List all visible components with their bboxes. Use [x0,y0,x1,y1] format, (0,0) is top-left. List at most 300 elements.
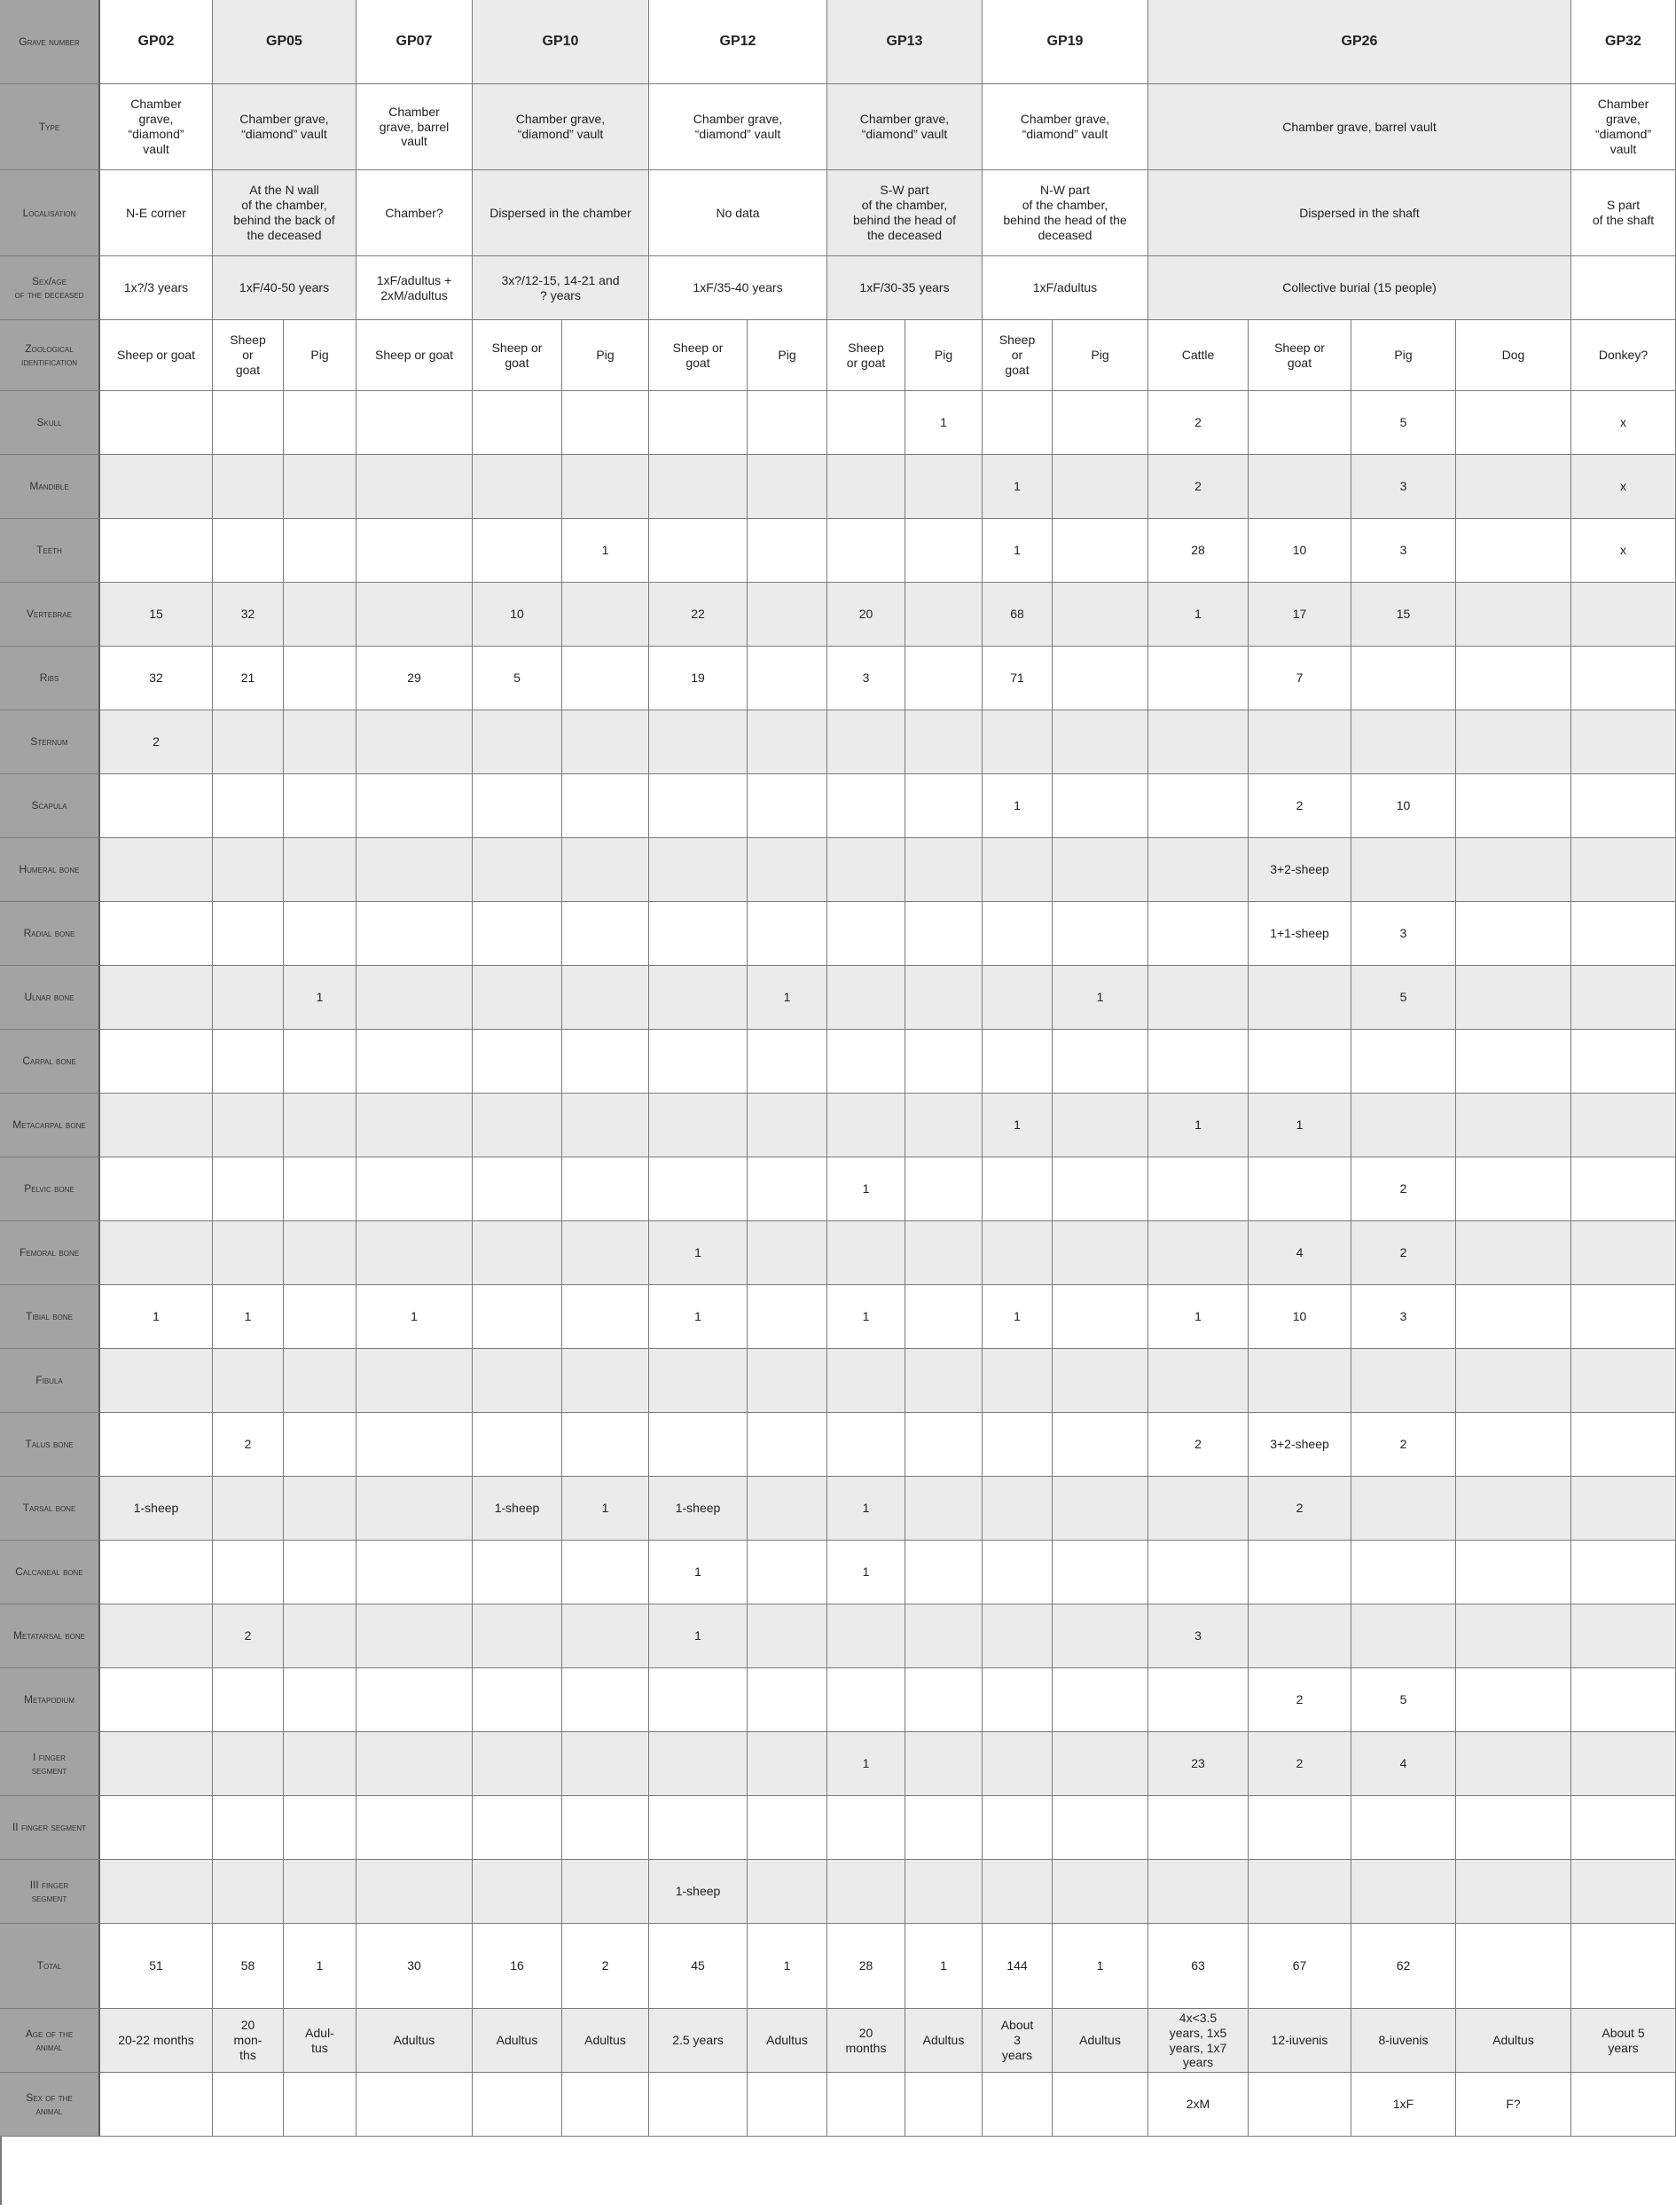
table-cell [748,1349,827,1413]
row-label-sex-age-of-the-deceased: Sex/age of the deceased [0,256,100,320]
table-cell [905,1349,983,1413]
table-cell [649,1349,748,1413]
table-cell: x [1571,391,1676,455]
table-cell [562,710,649,774]
table-cell: 20-22 months [100,2009,213,2073]
table-cell: 28 [1148,519,1249,583]
table-cell [100,838,213,902]
table-cell [356,2073,473,2137]
table-cell [1148,1860,1249,1924]
sex-age-cell: 1xF/adultus [983,256,1148,320]
row-label-vertebrae: Vertebrae [0,583,100,647]
table-cell [562,583,649,647]
table-cell: 1xF [1351,2073,1456,2137]
table-cell [356,1477,473,1541]
table-cell [748,647,827,710]
row-label-type: Type [0,84,100,170]
table-cell: 1 [1249,1094,1351,1157]
table-cell [284,1668,356,1732]
table-cell: Adul- tus [284,2009,356,2073]
table-cell [649,1030,748,1094]
table-cell [213,1541,284,1604]
table-cell [1456,1349,1571,1413]
table-cell [356,1668,473,1732]
table-cell [213,1157,284,1221]
table-cell: 30 [356,1924,473,2009]
table-cell [748,1094,827,1157]
table-cell [1053,1221,1148,1285]
table-cell: 10 [473,583,562,647]
table-cell [1456,519,1571,583]
table-cell [649,455,748,519]
table-cell [473,838,562,902]
table-cell [1456,1668,1571,1732]
species-header-cell: Sheep or goat [213,320,284,391]
table-cell [356,519,473,583]
table-cell [748,519,827,583]
table-cell [1053,1668,1148,1732]
table-cell: 3 [1351,902,1456,966]
table-cell [1148,902,1249,966]
table-cell: F? [1456,2073,1571,2137]
table-cell: 1 [562,1477,649,1541]
table-cell: 5 [1351,966,1456,1030]
table-cell [284,774,356,838]
table-cell [562,391,649,455]
table-cell [213,902,284,966]
table-cell: 10 [1351,774,1456,838]
table-cell [284,838,356,902]
table-cell: 1 [284,966,356,1030]
table-cell [213,1094,284,1157]
table-cell [905,966,983,1030]
table-cell [1148,838,1249,902]
table-cell [356,1157,473,1221]
table-cell: 2xM [1148,2073,1249,2137]
table-cell [983,1349,1053,1413]
table-cell [1249,710,1351,774]
row-label-tarsal-bone: Tarsal bone [0,1477,100,1541]
table-cell: 2 [1148,455,1249,519]
grave-number-cell: GP13 [827,0,983,84]
row-label-fibula: Fibula [0,1349,100,1413]
table-cell: 2 [1249,774,1351,838]
localisation-cell: No data [649,170,827,256]
table-cell [748,902,827,966]
table-cell [562,1668,649,1732]
table-cell: 5 [473,647,562,710]
table-cell [748,1541,827,1604]
table-cell [748,1477,827,1541]
table-cell: 1 [1053,1924,1148,2009]
grave-number-cell: GP05 [213,0,356,84]
table-cell: 2 [1249,1732,1351,1796]
row-label-tibial-bone: Tibial bone [0,1285,100,1349]
table-cell: 1 [649,1285,748,1349]
table-cell: 1 [1053,966,1148,1030]
table-cell [562,1413,649,1477]
table-cell [1053,583,1148,647]
table-cell: Adultus [562,2009,649,2073]
table-cell: 20 [827,583,905,647]
table-cell [649,966,748,1030]
table-cell [1571,966,1676,1030]
table-cell [1249,1604,1351,1668]
table-cell [213,1668,284,1732]
table-cell [983,1157,1053,1221]
table-cell: 2.5 years [649,2009,748,2073]
table-cell [748,1732,827,1796]
table-cell: 1-sheep [100,1477,213,1541]
table-cell [1249,455,1351,519]
table-cell: 22 [649,583,748,647]
table-cell [983,1604,1053,1668]
table-cell [1456,1285,1571,1349]
table-cell [827,1604,905,1668]
table-cell: 1 [1148,1285,1249,1349]
table-cell [284,1349,356,1413]
row-label-ulnar-bone: Ulnar bone [0,966,100,1030]
table-cell: 1 [1148,583,1249,647]
table-cell [1456,838,1571,902]
table-cell [356,1604,473,1668]
table-cell [748,1221,827,1285]
table-cell: 1 [983,455,1053,519]
table-cell: 2 [1351,1157,1456,1221]
table-cell: 58 [213,1924,284,2009]
table-cell [1571,1732,1676,1796]
table-cell [473,710,562,774]
table-cell [284,647,356,710]
table-cell: 15 [1351,583,1456,647]
table-cell [1148,1796,1249,1860]
table-cell [213,391,284,455]
table-cell: 3 [827,647,905,710]
row-label-metacarpal-bone: Metacarpal bone [0,1094,100,1157]
table-cell [748,838,827,902]
table-cell [1456,1604,1571,1668]
table-cell [100,1796,213,1860]
table-cell [100,1094,213,1157]
table-cell [649,391,748,455]
sex-age-cell: 1x?/3 years [100,256,213,320]
table-cell [748,774,827,838]
table-cell [1351,1796,1456,1860]
table-cell [649,1157,748,1221]
table-cell [1571,710,1676,774]
table-cell: 1 [1148,1094,1249,1157]
table-cell: Adultus [356,2009,473,2073]
table-cell [1148,710,1249,774]
table-cell [649,774,748,838]
table-cell [284,1860,356,1924]
table-cell: Adultus [905,2009,983,2073]
table-cell [827,966,905,1030]
table-cell [649,902,748,966]
table-cell [562,1349,649,1413]
table-cell [1053,1030,1148,1094]
table-cell [1148,1668,1249,1732]
row-label-grave-number: Grave number [0,0,100,84]
table-cell [473,1732,562,1796]
type-cell: Chamber grave, “diamond” vault [983,84,1148,170]
table-cell [649,1413,748,1477]
table-cell [284,519,356,583]
table-cell [100,966,213,1030]
table-cell [748,583,827,647]
table-cell: 16 [473,1924,562,2009]
table-cell [284,1796,356,1860]
table-cell [100,774,213,838]
sex-age-cell: 3x?/12-15, 14-21 and ? years [473,256,649,320]
table-cell [1249,1157,1351,1221]
table-cell [1148,647,1249,710]
table-cell [1571,1668,1676,1732]
sex-age-cell: 1xF/30-35 years [827,256,983,320]
table-cell: 8-iuvenis [1351,2009,1456,2073]
table-cell [1249,1860,1351,1924]
table-cell [562,1030,649,1094]
table-cell [983,1030,1053,1094]
type-cell: Chamber grave, “diamond” vault [649,84,827,170]
table-cell [284,1030,356,1094]
table-cell: 7 [1249,647,1351,710]
table-cell [1351,1604,1456,1668]
table-cell: 1 [983,1094,1053,1157]
table-cell [473,2073,562,2137]
table-cell [1148,1030,1249,1094]
table-cell [1249,1541,1351,1604]
table-cell [1571,1924,1676,2009]
table-cell: 32 [213,583,284,647]
table-cell [562,1221,649,1285]
species-header-cell: Sheep or goat [473,320,562,391]
table-cell [983,1732,1053,1796]
table-cell [905,1030,983,1094]
table-cell [1053,1285,1148,1349]
table-cell: 1-sheep [649,1860,748,1924]
table-cell [905,1477,983,1541]
table-cell [562,838,649,902]
table-cell [213,1732,284,1796]
table-cell [905,1157,983,1221]
table-cell [983,1413,1053,1477]
table-cell: x [1571,455,1676,519]
table-cell [827,1349,905,1413]
table-cell [1351,1030,1456,1094]
table-cell [1351,1477,1456,1541]
table-cell [213,2073,284,2137]
table-cell: 29 [356,647,473,710]
sex-age-cell: 1xF/40-50 years [213,256,356,320]
table-cell [473,774,562,838]
sex-age-cell: Collective burial (15 people) [1148,256,1571,320]
table-cell: 2 [562,1924,649,2009]
table-cell [1456,1732,1571,1796]
table-cell: About 3 years [983,2009,1053,2073]
table-cell [1053,838,1148,902]
table-cell [562,774,649,838]
table-cell [827,391,905,455]
table-cell: 5 [1351,1668,1456,1732]
table-cell [356,1413,473,1477]
table-cell [1249,1796,1351,1860]
table-cell: 3+2-sheep [1249,838,1351,902]
table-cell [1571,902,1676,966]
table-cell [1053,774,1148,838]
table-cell [213,1030,284,1094]
table-cell [562,455,649,519]
table-cell [748,1860,827,1924]
table-cell [1571,1349,1676,1413]
table-cell [827,838,905,902]
table-cell [562,1732,649,1796]
species-header-cell: Pig [562,320,649,391]
table-cell [356,583,473,647]
table-cell [284,1221,356,1285]
table-cell [356,710,473,774]
table-cell: 1 [827,1732,905,1796]
species-header-cell: Donkey? [1571,320,1676,391]
table-cell [1456,1477,1571,1541]
table-cell [1456,583,1571,647]
sex-age-cell: 1xF/adultus + 2xM/adultus [356,256,473,320]
table-cell [1571,1541,1676,1604]
species-header-cell: Sheep or goat [649,320,748,391]
table-cell [213,1796,284,1860]
table-cell [1571,1796,1676,1860]
type-cell: Chamber grave, “diamond” vault [473,84,649,170]
table-cell [905,838,983,902]
table-cell [562,1604,649,1668]
table-cell [1456,1924,1571,2009]
table-cell [905,1285,983,1349]
table-cell: 45 [649,1924,748,2009]
table-cell [649,1732,748,1796]
table-cell [213,774,284,838]
table-cell [1053,2073,1148,2137]
table-cell [1456,1860,1571,1924]
table-cell [748,2073,827,2137]
table-cell [100,1030,213,1094]
table-cell [1571,774,1676,838]
table-cell: 2 [1148,1413,1249,1477]
table-cell [1148,1221,1249,1285]
grave-number-cell: GP32 [1571,0,1676,84]
table-cell [1571,1285,1676,1349]
table-cell [213,838,284,902]
table-cell [356,1860,473,1924]
row-label-iii-finger-segment: III finger segment [0,1860,100,1924]
row-label-calcaneal-bone: Calcaneal bone [0,1541,100,1604]
table-cell [905,1221,983,1285]
table-cell [1456,391,1571,455]
table-cell [1456,1221,1571,1285]
table-cell [1571,647,1676,710]
table-cell [284,1732,356,1796]
table-cell: 1 [649,1221,748,1285]
table-cell [356,902,473,966]
table-cell [473,1030,562,1094]
table-cell [1148,1157,1249,1221]
table-cell: 71 [983,647,1053,710]
table-cell: 1 [649,1541,748,1604]
table-cell [1053,455,1148,519]
table-cell [827,902,905,966]
table-cell [473,1221,562,1285]
species-header-cell: Pig [905,320,983,391]
table-cell [1249,1030,1351,1094]
table-cell [983,710,1053,774]
table-cell: 2 [100,710,213,774]
table-cell: 2 [213,1604,284,1668]
table-cell [562,1541,649,1604]
table-cell: 63 [1148,1924,1249,2009]
table-cell [100,1349,213,1413]
table-cell: 1 [905,1924,983,2009]
table-cell [1053,1094,1148,1157]
table-cell: About 5 years [1571,2009,1676,2073]
localisation-cell: N-E corner [100,170,213,256]
row-label-ribs: Ribs [0,647,100,710]
table-cell [356,1094,473,1157]
table-cell [562,1157,649,1221]
row-label-humeral-bone: Humeral bone [0,838,100,902]
table-cell [1053,391,1148,455]
table-cell [473,1668,562,1732]
table-cell [827,1413,905,1477]
type-cell: Chamber grave, barrel vault [1148,84,1571,170]
species-header-cell: Sheep or goat [356,320,473,391]
table-cell [1053,1349,1148,1413]
table-cell [905,1604,983,1668]
table-cell [1456,710,1571,774]
table-cell: 1+1-sheep [1249,902,1351,966]
table-cell [1571,1477,1676,1541]
type-cell: Chamber grave, “diamond” vault [827,84,983,170]
table-cell [356,966,473,1030]
species-header-cell: Pig [748,320,827,391]
table-cell [284,1094,356,1157]
table-cell [1053,647,1148,710]
row-label-pelvic-bone: Pelvic bone [0,1157,100,1221]
table-cell [1053,519,1148,583]
table-cell: 3+2-sheep [1249,1413,1351,1477]
table-cell [562,1796,649,1860]
table-cell [1571,1413,1676,1477]
table-cell [100,1413,213,1477]
sex-age-cell: 1xF/35-40 years [649,256,827,320]
table-cell [905,2073,983,2137]
table-cell [1053,1541,1148,1604]
table-cell: 19 [649,647,748,710]
table-cell [1351,1541,1456,1604]
species-header-cell: Cattle [1148,320,1249,391]
grave-number-cell: GP02 [100,0,213,84]
table-cell [905,902,983,966]
table-cell [1148,1541,1249,1604]
table-cell [748,710,827,774]
type-cell: Chamber grave, “diamond” vault [100,84,213,170]
table-cell: 1 [827,1477,905,1541]
row-label-total: Total [0,1924,100,2009]
row-label-zoological-identification: Zoological identification [0,320,100,391]
table-cell [213,1477,284,1541]
table-cell [284,902,356,966]
table-cell [473,902,562,966]
table-cell: 51 [100,1924,213,2009]
table-cell [1249,2073,1351,2137]
